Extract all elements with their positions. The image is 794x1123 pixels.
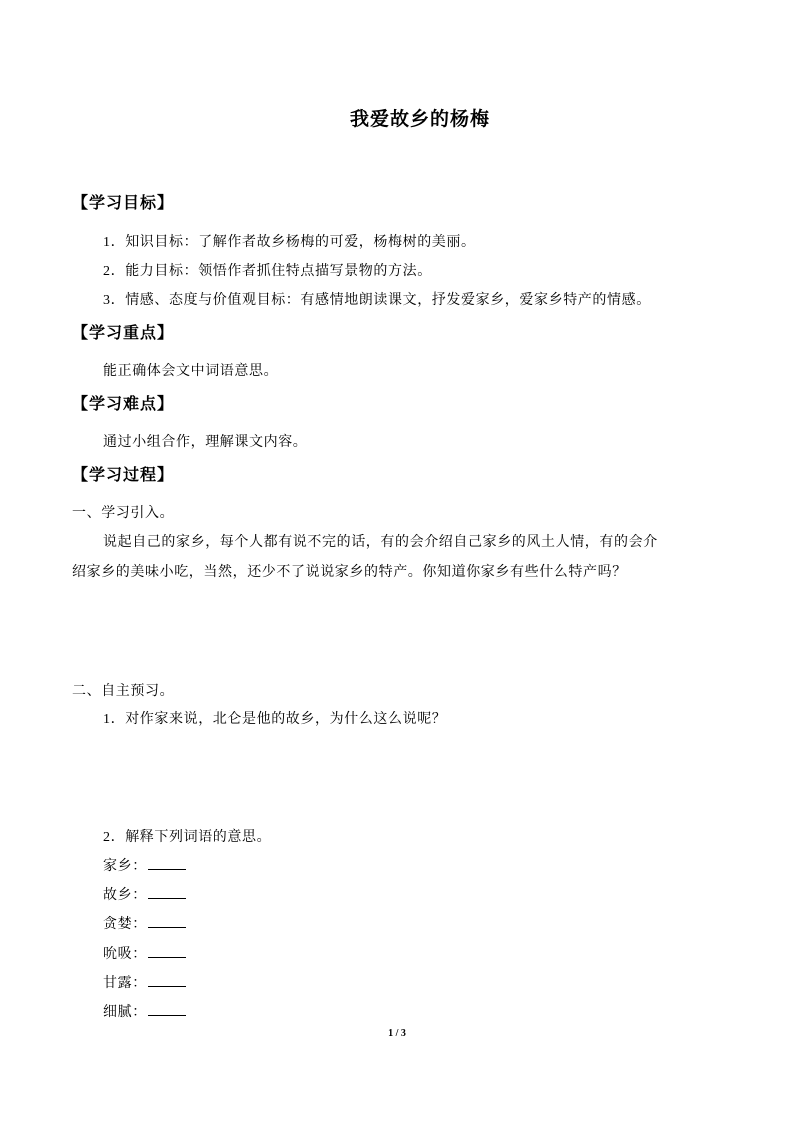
answer-blank[interactable] [148,972,186,987]
answer-blank[interactable] [148,943,186,958]
word-item [103,1001,186,1021]
part2-title: 二、自主预习。 [72,683,175,699]
page-title: 我爱故乡的杨梅 [349,108,490,130]
answer-blank[interactable] [148,884,186,899]
process-heading: 【学习过程】 [72,465,175,484]
answer-blank[interactable] [148,855,186,870]
word-item [103,855,186,875]
word-label: 吮吸： [103,946,147,962]
word-label: 贪婪： [103,916,147,932]
question-2 [103,826,271,846]
objective-text: 能力目标：领悟作者抓住特点描写景物的方法。 [125,263,432,279]
word-item [103,913,186,933]
objective-item-1 [103,231,476,251]
objective-item-2 [103,260,432,280]
word-label: 故乡： [103,887,147,903]
objective-number: 3． [103,293,126,308]
part1-paragraph-line2: 绍家乡的美味小吃，当然，还少不了说说家乡的特产。你知道你家乡有些什么特产吗？ [72,564,627,580]
word-label: 家乡： [103,858,147,874]
question-text: 对作家来说，北仑是他的故乡，为什么这么说呢？ [125,711,447,727]
objectives-heading: 【学习目标】 [72,193,175,212]
objective-text: 知识目标：了解作者故乡杨梅的可爱，杨梅树的美丽。 [125,234,476,250]
question-number: 2． [103,830,126,845]
word-item [103,972,186,992]
part1-title: 一、学习引入。 [72,505,175,521]
key-points-heading: 【学习重点】 [72,323,175,342]
objective-text: 情感、态度与价值观目标：有感情地朗读课文，抒发爱家乡，爱家乡特产的情感。 [125,292,651,308]
word-item [103,884,186,904]
answer-blank[interactable] [148,1001,186,1016]
objective-number: 1． [103,235,126,250]
question-1 [103,708,446,728]
question-text: 解释下列词语的意思。 [125,829,272,845]
word-label: 细腻： [103,1004,147,1020]
answer-blank[interactable] [148,913,186,928]
difficulties-text: 通过小组合作，理解课文内容。 [103,434,308,450]
word-label: 甘露： [103,975,147,991]
difficulties-heading: 【学习难点】 [72,394,175,413]
question-number: 1． [103,712,126,727]
word-item [103,943,186,963]
page-number: 1 / 3 [388,1028,406,1039]
objective-number: 2． [103,264,126,279]
key-points-text: 能正确体会文中词语意思。 [103,363,279,379]
part1-paragraph-line1: 说起自己的家乡，每个人都有说不完的话，有的会介绍自己家乡的风土人情，有的会介 [103,534,658,550]
objective-item-3 [103,289,651,309]
